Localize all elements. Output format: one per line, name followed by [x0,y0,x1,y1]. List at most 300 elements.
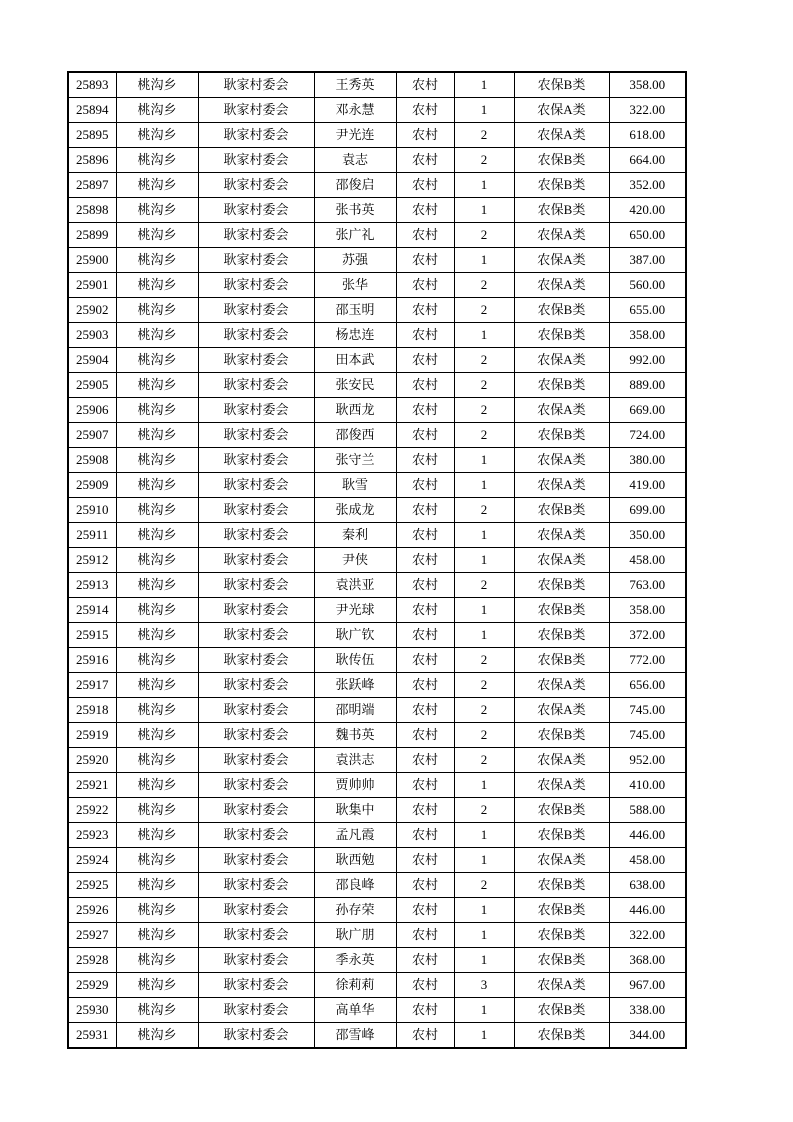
table-row [68,298,686,323]
cell-township: 桃沟乡 [116,198,198,223]
cell-name: 张守兰 [314,448,396,473]
cell-amount: 352.00 [609,173,686,198]
cell-name: 张华 [314,273,396,298]
table-row [68,673,686,698]
cell-residence: 农村 [396,473,454,498]
cell-count: 1 [454,598,514,623]
cell-village: 耿家村委会 [198,398,314,423]
table-body [68,72,686,1048]
cell-township: 桃沟乡 [116,223,198,248]
cell-residence: 农村 [396,298,454,323]
cell-name: 邵玉明 [314,298,396,323]
cell-count: 1 [454,923,514,948]
cell-amount: 763.00 [609,573,686,598]
cell-category: 农保A类 [514,973,609,998]
cell-amount: 952.00 [609,748,686,773]
cell-village: 耿家村委会 [198,773,314,798]
cell-amount: 992.00 [609,348,686,373]
table-row [68,873,686,898]
cell-serial: 25898 [68,198,116,223]
cell-village: 耿家村委会 [198,373,314,398]
cell-village: 耿家村委会 [198,673,314,698]
cell-village: 耿家村委会 [198,423,314,448]
cell-serial: 25903 [68,323,116,348]
cell-township: 桃沟乡 [116,473,198,498]
cell-category: 农保A类 [514,223,609,248]
cell-residence: 农村 [396,448,454,473]
table-row [68,748,686,773]
cell-village: 耿家村委会 [198,448,314,473]
cell-name: 贾帅帅 [314,773,396,798]
cell-residence: 农村 [396,648,454,673]
cell-count: 1 [454,98,514,123]
cell-serial: 25909 [68,473,116,498]
cell-category: 农保B类 [514,873,609,898]
cell-amount: 419.00 [609,473,686,498]
cell-village: 耿家村委会 [198,348,314,373]
cell-township: 桃沟乡 [116,873,198,898]
table-row [68,773,686,798]
cell-name: 邵俊西 [314,423,396,448]
cell-serial: 25902 [68,298,116,323]
cell-township: 桃沟乡 [116,448,198,473]
cell-amount: 458.00 [609,848,686,873]
cell-name: 邵俊启 [314,173,396,198]
cell-serial: 25895 [68,123,116,148]
cell-category: 农保A类 [514,848,609,873]
cell-village: 耿家村委会 [198,523,314,548]
cell-township: 桃沟乡 [116,898,198,923]
cell-serial: 25923 [68,823,116,848]
cell-amount: 889.00 [609,373,686,398]
cell-residence: 农村 [396,348,454,373]
cell-name: 杨忠连 [314,323,396,348]
cell-township: 桃沟乡 [116,72,198,98]
cell-serial: 25927 [68,923,116,948]
cell-name: 耿西勉 [314,848,396,873]
cell-name: 耿广钦 [314,623,396,648]
table-row [68,923,686,948]
cell-township: 桃沟乡 [116,248,198,273]
table-row [68,598,686,623]
table-row [68,523,686,548]
table-row [68,72,686,98]
cell-residence: 农村 [396,723,454,748]
cell-township: 桃沟乡 [116,273,198,298]
cell-name: 徐莉莉 [314,973,396,998]
cell-township: 桃沟乡 [116,148,198,173]
table-row [68,573,686,598]
cell-village: 耿家村委会 [198,98,314,123]
cell-name: 张跃峰 [314,673,396,698]
cell-name: 季永英 [314,948,396,973]
cell-township: 桃沟乡 [116,398,198,423]
cell-count: 1 [454,173,514,198]
cell-name: 尹侠 [314,548,396,573]
cell-serial: 25922 [68,798,116,823]
cell-count: 2 [454,373,514,398]
cell-village: 耿家村委会 [198,898,314,923]
cell-township: 桃沟乡 [116,548,198,573]
cell-village: 耿家村委会 [198,473,314,498]
cell-serial: 25919 [68,723,116,748]
cell-count: 2 [454,498,514,523]
cell-category: 农保A类 [514,548,609,573]
cell-amount: 967.00 [609,973,686,998]
cell-serial: 25901 [68,273,116,298]
cell-category: 农保B类 [514,148,609,173]
cell-village: 耿家村委会 [198,748,314,773]
cell-residence: 农村 [396,623,454,648]
cell-village: 耿家村委会 [198,273,314,298]
cell-name: 王秀英 [314,72,396,98]
cell-serial: 25921 [68,773,116,798]
table-row [68,473,686,498]
cell-serial: 25930 [68,998,116,1023]
cell-serial: 25914 [68,598,116,623]
cell-count: 1 [454,948,514,973]
table-row [68,723,686,748]
cell-count: 2 [454,423,514,448]
table-row [68,948,686,973]
cell-serial: 25931 [68,1023,116,1049]
cell-residence: 农村 [396,698,454,723]
cell-residence: 农村 [396,998,454,1023]
table-row [68,698,686,723]
cell-name: 张安民 [314,373,396,398]
table-row [68,373,686,398]
cell-village: 耿家村委会 [198,798,314,823]
cell-residence: 农村 [396,948,454,973]
cell-count: 2 [454,273,514,298]
cell-category: 农保A类 [514,748,609,773]
cell-category: 农保B类 [514,823,609,848]
cell-count: 1 [454,523,514,548]
cell-amount: 358.00 [609,598,686,623]
cell-count: 1 [454,72,514,98]
cell-township: 桃沟乡 [116,298,198,323]
cell-count: 1 [454,548,514,573]
cell-village: 耿家村委会 [198,198,314,223]
cell-amount: 380.00 [609,448,686,473]
cell-category: 农保B类 [514,998,609,1023]
cell-name: 尹光球 [314,598,396,623]
cell-serial: 25913 [68,573,116,598]
cell-count: 1 [454,773,514,798]
cell-count: 1 [454,823,514,848]
cell-amount: 387.00 [609,248,686,273]
cell-serial: 25912 [68,548,116,573]
cell-count: 2 [454,723,514,748]
cell-township: 桃沟乡 [116,173,198,198]
cell-residence: 农村 [396,248,454,273]
cell-residence: 农村 [396,573,454,598]
cell-name: 苏强 [314,248,396,273]
cell-count: 1 [454,198,514,223]
table-row [68,1023,686,1049]
cell-name: 孙存荣 [314,898,396,923]
cell-serial: 25896 [68,148,116,173]
cell-count: 2 [454,673,514,698]
cell-township: 桃沟乡 [116,498,198,523]
cell-category: 农保B类 [514,498,609,523]
cell-amount: 322.00 [609,98,686,123]
cell-category: 农保A类 [514,123,609,148]
cell-amount: 560.00 [609,273,686,298]
cell-serial: 25908 [68,448,116,473]
cell-residence: 农村 [396,498,454,523]
table-row [68,323,686,348]
table-row [68,273,686,298]
cell-amount: 350.00 [609,523,686,548]
cell-category: 农保A类 [514,273,609,298]
cell-amount: 669.00 [609,398,686,423]
table-row [68,423,686,448]
table-row [68,623,686,648]
cell-name: 耿传伍 [314,648,396,673]
cell-residence: 农村 [396,223,454,248]
table-row [68,898,686,923]
cell-count: 2 [454,748,514,773]
cell-township: 桃沟乡 [116,998,198,1023]
cell-serial: 25893 [68,72,116,98]
cell-count: 2 [454,398,514,423]
cell-village: 耿家村委会 [198,123,314,148]
cell-count: 1 [454,248,514,273]
cell-township: 桃沟乡 [116,1023,198,1049]
cell-residence: 农村 [396,673,454,698]
cell-category: 农保B类 [514,573,609,598]
cell-township: 桃沟乡 [116,773,198,798]
cell-village: 耿家村委会 [198,248,314,273]
cell-residence: 农村 [396,598,454,623]
table-row [68,148,686,173]
cell-township: 桃沟乡 [116,823,198,848]
cell-name: 耿雪 [314,473,396,498]
cell-count: 2 [454,573,514,598]
cell-count: 2 [454,123,514,148]
cell-category: 农保B类 [514,1023,609,1049]
cell-count: 2 [454,798,514,823]
cell-name: 高单华 [314,998,396,1023]
cell-name: 孟凡霞 [314,823,396,848]
cell-category: 农保A类 [514,398,609,423]
cell-village: 耿家村委会 [198,298,314,323]
cell-serial: 25905 [68,373,116,398]
cell-name: 秦利 [314,523,396,548]
cell-residence: 农村 [396,1023,454,1049]
cell-count: 1 [454,623,514,648]
cell-residence: 农村 [396,123,454,148]
cell-count: 2 [454,698,514,723]
cell-residence: 农村 [396,273,454,298]
cell-amount: 420.00 [609,198,686,223]
cell-category: 农保B类 [514,798,609,823]
cell-village: 耿家村委会 [198,173,314,198]
cell-amount: 338.00 [609,998,686,1023]
cell-category: 农保B类 [514,648,609,673]
cell-township: 桃沟乡 [116,748,198,773]
cell-name: 耿广朋 [314,923,396,948]
table-row [68,798,686,823]
cell-residence: 农村 [396,523,454,548]
cell-township: 桃沟乡 [116,323,198,348]
cell-township: 桃沟乡 [116,98,198,123]
cell-serial: 25918 [68,698,116,723]
cell-serial: 25906 [68,398,116,423]
cell-category: 农保B类 [514,198,609,223]
cell-residence: 农村 [396,98,454,123]
cell-category: 农保A类 [514,248,609,273]
cell-residence: 农村 [396,898,454,923]
cell-village: 耿家村委会 [198,873,314,898]
cell-category: 农保A类 [514,773,609,798]
table-row [68,548,686,573]
cell-name: 张广礼 [314,223,396,248]
cell-serial: 25928 [68,948,116,973]
cell-amount: 358.00 [609,72,686,98]
cell-amount: 458.00 [609,548,686,573]
cell-count: 1 [454,448,514,473]
table-row [68,198,686,223]
cell-village: 耿家村委会 [198,923,314,948]
cell-category: 农保A类 [514,473,609,498]
cell-township: 桃沟乡 [116,923,198,948]
cell-amount: 344.00 [609,1023,686,1049]
cell-name: 袁志 [314,148,396,173]
cell-name: 尹光连 [314,123,396,148]
cell-serial: 25924 [68,848,116,873]
cell-township: 桃沟乡 [116,723,198,748]
cell-serial: 25899 [68,223,116,248]
cell-serial: 25929 [68,973,116,998]
cell-category: 农保B类 [514,173,609,198]
cell-township: 桃沟乡 [116,623,198,648]
cell-amount: 618.00 [609,123,686,148]
cell-serial: 25897 [68,173,116,198]
cell-name: 邵良峰 [314,873,396,898]
cell-category: 农保B类 [514,298,609,323]
cell-amount: 368.00 [609,948,686,973]
cell-village: 耿家村委会 [198,598,314,623]
cell-name: 袁洪亚 [314,573,396,598]
cell-serial: 25915 [68,623,116,648]
cell-name: 邵雪峰 [314,1023,396,1049]
cell-category: 农保B类 [514,948,609,973]
cell-name: 耿西龙 [314,398,396,423]
cell-serial: 25910 [68,498,116,523]
cell-village: 耿家村委会 [198,723,314,748]
cell-township: 桃沟乡 [116,848,198,873]
cell-count: 1 [454,898,514,923]
cell-village: 耿家村委会 [198,72,314,98]
cell-amount: 322.00 [609,923,686,948]
cell-village: 耿家村委会 [198,648,314,673]
cell-count: 1 [454,998,514,1023]
cell-count: 2 [454,148,514,173]
cell-village: 耿家村委会 [198,573,314,598]
cell-amount: 446.00 [609,898,686,923]
cell-amount: 699.00 [609,498,686,523]
cell-village: 耿家村委会 [198,698,314,723]
cell-village: 耿家村委会 [198,1023,314,1049]
cell-amount: 724.00 [609,423,686,448]
cell-residence: 农村 [396,173,454,198]
cell-name: 张成龙 [314,498,396,523]
cell-amount: 588.00 [609,798,686,823]
cell-amount: 656.00 [609,673,686,698]
cell-amount: 446.00 [609,823,686,848]
cell-category: 农保B类 [514,72,609,98]
cell-residence: 农村 [396,398,454,423]
cell-township: 桃沟乡 [116,373,198,398]
cell-count: 1 [454,1023,514,1049]
cell-serial: 25916 [68,648,116,673]
cell-township: 桃沟乡 [116,123,198,148]
cell-village: 耿家村委会 [198,848,314,873]
cell-amount: 410.00 [609,773,686,798]
cell-name: 田本武 [314,348,396,373]
cell-residence: 农村 [396,798,454,823]
cell-township: 桃沟乡 [116,648,198,673]
cell-count: 3 [454,973,514,998]
cell-name: 张书英 [314,198,396,223]
cell-count: 2 [454,648,514,673]
cell-category: 农保B类 [514,623,609,648]
table-row [68,398,686,423]
table-row [68,498,686,523]
cell-name: 耿集中 [314,798,396,823]
cell-category: 农保B类 [514,923,609,948]
cell-village: 耿家村委会 [198,148,314,173]
cell-township: 桃沟乡 [116,423,198,448]
cell-residence: 农村 [396,198,454,223]
cell-serial: 25907 [68,423,116,448]
cell-name: 袁洪志 [314,748,396,773]
table-row [68,648,686,673]
cell-category: 农保A类 [514,98,609,123]
cell-residence: 农村 [396,548,454,573]
cell-township: 桃沟乡 [116,348,198,373]
cell-category: 农保A类 [514,448,609,473]
cell-residence: 农村 [396,323,454,348]
cell-township: 桃沟乡 [116,973,198,998]
table-row [68,223,686,248]
cell-residence: 农村 [396,72,454,98]
cell-serial: 25904 [68,348,116,373]
cell-residence: 农村 [396,923,454,948]
cell-amount: 372.00 [609,623,686,648]
cell-count: 1 [454,323,514,348]
cell-township: 桃沟乡 [116,573,198,598]
table-row [68,123,686,148]
cell-count: 2 [454,873,514,898]
table-row [68,348,686,373]
cell-category: 农保B类 [514,723,609,748]
cell-category: 农保B类 [514,423,609,448]
cell-village: 耿家村委会 [198,223,314,248]
cell-amount: 745.00 [609,698,686,723]
cell-residence: 农村 [396,823,454,848]
cell-amount: 358.00 [609,323,686,348]
cell-residence: 农村 [396,148,454,173]
cell-serial: 25900 [68,248,116,273]
cell-serial: 25925 [68,873,116,898]
cell-village: 耿家村委会 [198,548,314,573]
cell-count: 2 [454,223,514,248]
payment-roster-table [67,71,687,1049]
cell-residence: 农村 [396,773,454,798]
